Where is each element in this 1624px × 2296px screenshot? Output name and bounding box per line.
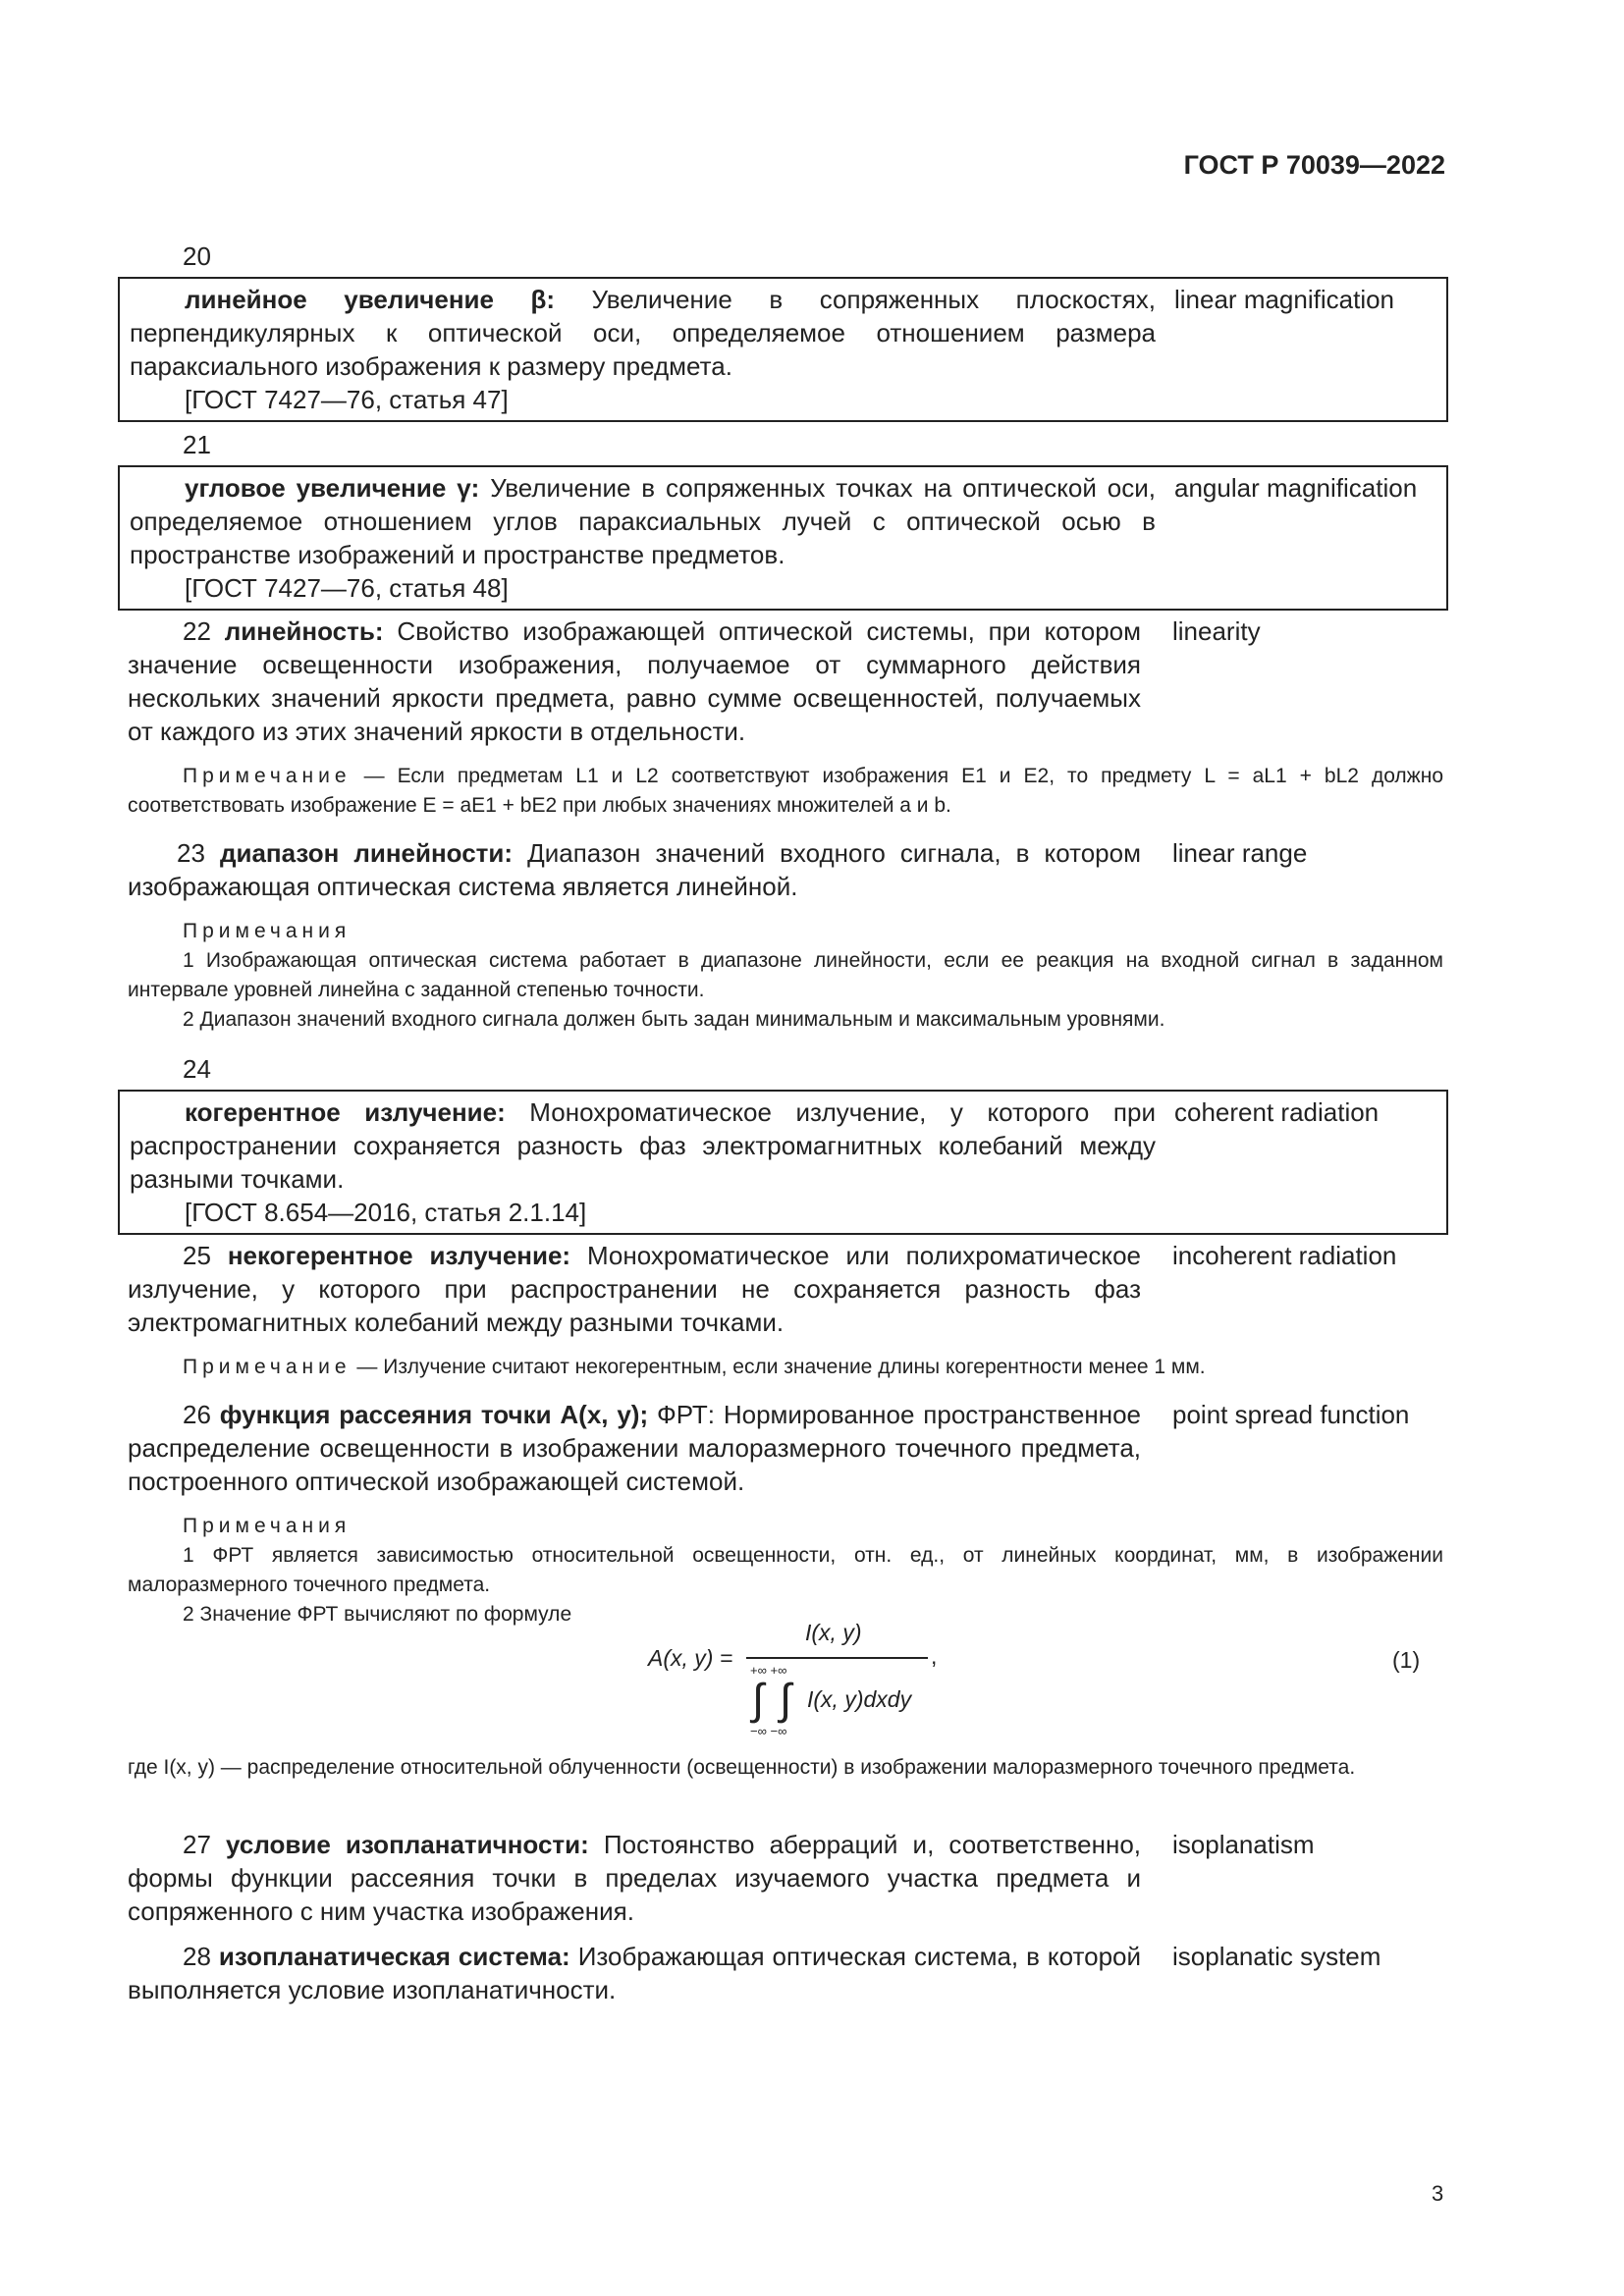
source-reference: [ГОСТ 8.654—2016, статья 2.1.14] <box>185 1198 587 1227</box>
english-equivalent: linearity <box>1172 616 1261 646</box>
entry-number: 26 <box>183 1400 211 1429</box>
term-name: некогерентное излучение: <box>227 1241 571 1270</box>
definition-text: Увеличение в сопряженных точках на оптической оси, определяемое отношением углов параксиальных лучей с оптической осью в пространстве изображений и пространстве предметов. <box>130 473 1156 569</box>
entry-number: 24 <box>183 1054 211 1084</box>
note-text: — Излучение считают некогерентным, если значение длины когерентности менее 1 мм. <box>351 1356 1206 1378</box>
term-definition <box>130 283 1156 383</box>
note-item: 2 Диапазон значений входного сигнала должен быть задан минимальным и максимальным уровнями. <box>183 1008 1165 1031</box>
definition-text: Свойство изображающей оптической системы, при котором значение освещенности изображения, получаемое от суммарного действия нескольких значений яркости предмета, равно сумме освещенностей, получаемых от каждого из этих значений яркости в отдельности. <box>128 616 1142 746</box>
formula-explanation: где I(x, y) — распределение относительной облученности (освещенности) в изображении малоразмерного точечного предмета. <box>128 1756 1356 1779</box>
entry-28 <box>128 1940 1141 2006</box>
document-header: ГОСТ Р 70039—2022 <box>1183 150 1445 180</box>
term-name: диапазон линейности: <box>219 838 514 868</box>
formula-lhs: A(x, y) = <box>648 1645 733 1671</box>
integral-sign-icon: ∫ <box>780 1676 792 1724</box>
entry-box-20 <box>118 277 1448 422</box>
english-equivalent: isoplanatism <box>1172 1830 1315 1859</box>
entry-number: 22 <box>183 616 211 646</box>
note-item: 1 ФРТ является зависимостью относительной освещенности, отн. ед., от линейных координат, мм, в изображении малоразмерного точечного предмета. <box>128 1544 1443 1596</box>
entry-number: 20 <box>183 241 211 271</box>
entry-box-24 <box>118 1090 1448 1235</box>
english-equivalent: coherent radiation <box>1174 1097 1380 1127</box>
formula-denominator: I(x, y)dxdy <box>807 1686 912 1712</box>
definition-text: Постоянство аберраций и, соответственно, формы функции рассеяния точки в пределах изучаемого участка предмета и сопряженного с ним участка изображения. <box>128 1830 1141 1926</box>
note-label: Примечание <box>183 1356 352 1378</box>
entry-26 <box>128 1398 1141 1498</box>
english-equivalent: angular magnification <box>1174 473 1418 503</box>
source-reference: [ГОСТ 7427—76, статья 48] <box>185 573 509 603</box>
entry-number: 27 <box>183 1830 211 1859</box>
note-item: 1 Изображающая оптическая система работает в диапазоне линейности, если ее реакция на входной сигнал в заданном интервале уровней линейна с заданной степенью точности. <box>128 949 1443 1001</box>
definition-text: ФРТ: Нормированное пространственное распределение освещенности в изображении малоразмерного точечного предмета, построенного оптической изображающей системой. <box>128 1400 1141 1496</box>
english-equivalent: point spread function <box>1172 1400 1410 1429</box>
note-label: Примечание <box>183 765 352 787</box>
term-name: угловое увеличение γ: <box>185 473 480 503</box>
note-item: 2 Значение ФРТ вычисляют по формуле <box>183 1603 572 1626</box>
english-equivalent: linear range <box>1172 838 1308 868</box>
term-name: линейность: <box>224 616 384 646</box>
page-number: 3 <box>1432 2181 1444 2206</box>
notes-label: Примечания <box>183 1515 352 1537</box>
term-definition <box>130 1095 1156 1196</box>
definition-text: Диапазон значений входного сигнала, в котором изображающая оптическая система является линейной. <box>128 838 1141 901</box>
definition-text: Изображающая оптическая система, в которой выполняется условие изопланатичности. <box>128 1942 1142 2004</box>
entry-25 <box>128 1239 1141 1339</box>
notes-label: Примечания <box>183 920 352 942</box>
english-equivalent: linear magnification <box>1174 285 1395 314</box>
entry-27 <box>128 1828 1141 1928</box>
equation-number: (1) <box>1392 1647 1421 1673</box>
english-equivalent: incoherent radiation <box>1172 1241 1397 1270</box>
term-name: когерентное излучение: <box>185 1097 506 1127</box>
term-name: изопланатическая система: <box>218 1942 570 1971</box>
entry-number: 23 <box>177 838 205 868</box>
fraction-bar <box>746 1657 928 1659</box>
entry-number: 25 <box>183 1241 211 1270</box>
term-name: линейное увеличение β: <box>185 285 556 314</box>
term-name: условие изопланатичности: <box>226 1830 589 1859</box>
integral-upper-limits: +∞ +∞ <box>750 1663 787 1678</box>
integral-lower-limits: −∞ −∞ <box>750 1724 787 1738</box>
term-name: функция рассеяния точки A(x, y); <box>219 1400 649 1429</box>
note-text: — Если предметам L1 и L2 соответствуют изображения E1 и E2, то предмету L = aL1 + bL2 должно соответствовать изображение E = aE1 + bE2 при любых значениях множителей a и b. <box>128 765 1443 817</box>
english-equivalent: isoplanatic system <box>1172 1942 1381 1971</box>
note-25 <box>128 1353 1443 1382</box>
entry-number: 21 <box>183 430 211 459</box>
definition-text: Увеличение в сопряженных плоскостях, перпендикулярных к оптической оси, определяемое отношением размера параксиального изображения к размеру предмета. <box>130 285 1156 381</box>
formula-numerator: I(x, y) <box>805 1620 862 1645</box>
entry-22 <box>128 614 1141 748</box>
note-22 <box>128 762 1443 821</box>
entry-number: 28 <box>183 1942 211 1971</box>
integral-sign-icon: ∫ <box>752 1676 765 1724</box>
entry-box-21 <box>118 465 1448 611</box>
definition-text: Монохроматическое или полихроматическое излучение, у которого при распространении не сохраняется разность фаз электромагнитных колебаний между разными точками. <box>128 1241 1141 1337</box>
definition-text: Монохроматическое излучение, у которого при распространении сохраняется разность фаз электромагнитных колебаний между разными точками. <box>130 1097 1156 1194</box>
term-definition <box>130 471 1156 571</box>
source-reference: [ГОСТ 7427—76, статья 47] <box>185 385 509 414</box>
entry-23 <box>128 836 1141 903</box>
